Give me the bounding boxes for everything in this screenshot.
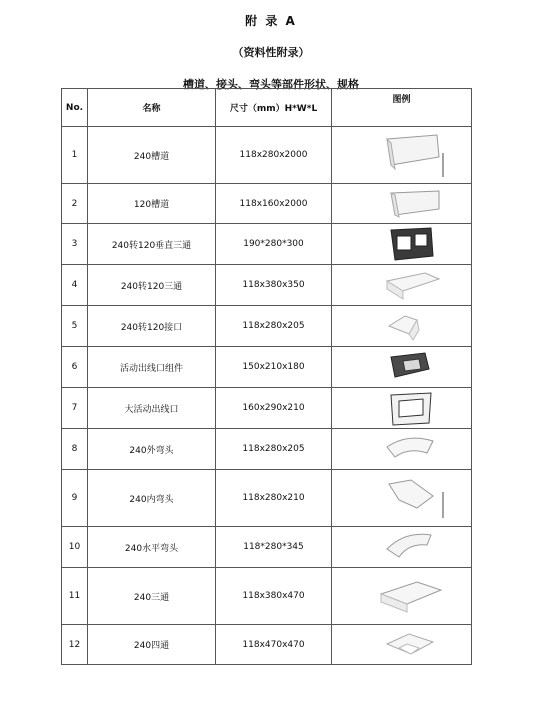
part-size: 118x280x205: [216, 429, 332, 470]
part-size: 118x470x470: [216, 625, 332, 665]
row-number: 10: [62, 527, 88, 568]
part-name: 240转120垂直三通: [88, 224, 216, 265]
column-header-legend: 图例: [332, 89, 472, 127]
table-row: [62, 568, 472, 625]
part-name: 120槽道: [88, 184, 216, 224]
part-size: 118x160x2000: [216, 184, 332, 224]
row-number: 8: [62, 429, 88, 470]
part-name: 240转120接口: [88, 306, 216, 347]
table-header-row: [62, 89, 472, 127]
inside-bend-icon: [347, 474, 457, 522]
table-row: [62, 527, 472, 568]
tee-icon: [347, 572, 457, 620]
table-row: [62, 184, 472, 224]
column-header-name: 名称: [88, 89, 216, 127]
part-size: 118x280x2000: [216, 127, 332, 184]
row-number: 1: [62, 127, 88, 184]
row-number: 6: [62, 347, 88, 388]
table-row: [62, 127, 472, 184]
table-row: [62, 347, 472, 388]
part-size: 118x380x350: [216, 265, 332, 306]
table-row: [62, 224, 472, 265]
horizontal-bend-icon: [347, 529, 457, 565]
table-row: [62, 470, 472, 527]
row-number: 2: [62, 184, 88, 224]
part-name: 240转120三通: [88, 265, 216, 306]
part-size: 150x210x180: [216, 347, 332, 388]
row-number: 7: [62, 388, 88, 429]
page-title: 附 录 A: [245, 14, 297, 28]
table-row: [62, 306, 472, 347]
table-row: [62, 625, 472, 665]
row-number: 4: [62, 265, 88, 306]
column-header-no: No.: [62, 89, 88, 127]
large-outlet-icon: [347, 389, 457, 427]
reducing-tee-icon: [347, 267, 457, 303]
vertical-tee-icon: [347, 226, 457, 262]
reducer-icon: [347, 308, 457, 344]
part-size: 118x280x210: [216, 470, 332, 527]
narrow-channel-icon: [347, 187, 457, 221]
appendix-subtitle: （资料性附录）: [232, 46, 310, 59]
row-number: 12: [62, 625, 88, 665]
part-name: 240外弯头: [88, 429, 216, 470]
part-name: 240内弯头: [88, 470, 216, 527]
row-number: 11: [62, 568, 88, 625]
cross-icon: [347, 628, 457, 662]
outlet-assembly-icon: [347, 349, 457, 385]
part-name: 240四通: [88, 625, 216, 665]
column-header-size: 尺寸（mm）H*W*L: [216, 89, 332, 127]
row-number: 5: [62, 306, 88, 347]
part-size: 118x280x205: [216, 306, 332, 347]
table-row: [62, 265, 472, 306]
part-name: 240三通: [88, 568, 216, 625]
part-size: 160x290x210: [216, 388, 332, 429]
straight-channel-icon: [347, 131, 457, 179]
part-size: 118x380x470: [216, 568, 332, 625]
row-number: 9: [62, 470, 88, 527]
part-size: 118*280*345: [216, 527, 332, 568]
part-name: 活动出线口组件: [88, 347, 216, 388]
table-caption: 槽道、接头、弯头等部件形状、规格: [183, 78, 359, 91]
part-size: 190*280*300: [216, 224, 332, 265]
part-name: 240水平弯头: [88, 527, 216, 568]
table-row: [62, 429, 472, 470]
table-row: [62, 388, 472, 429]
part-name: 大活动出线口: [88, 388, 216, 429]
outside-bend-icon: [347, 431, 457, 467]
part-name: 240槽道: [88, 127, 216, 184]
row-number: 3: [62, 224, 88, 265]
parts-spec-table: [61, 88, 472, 665]
